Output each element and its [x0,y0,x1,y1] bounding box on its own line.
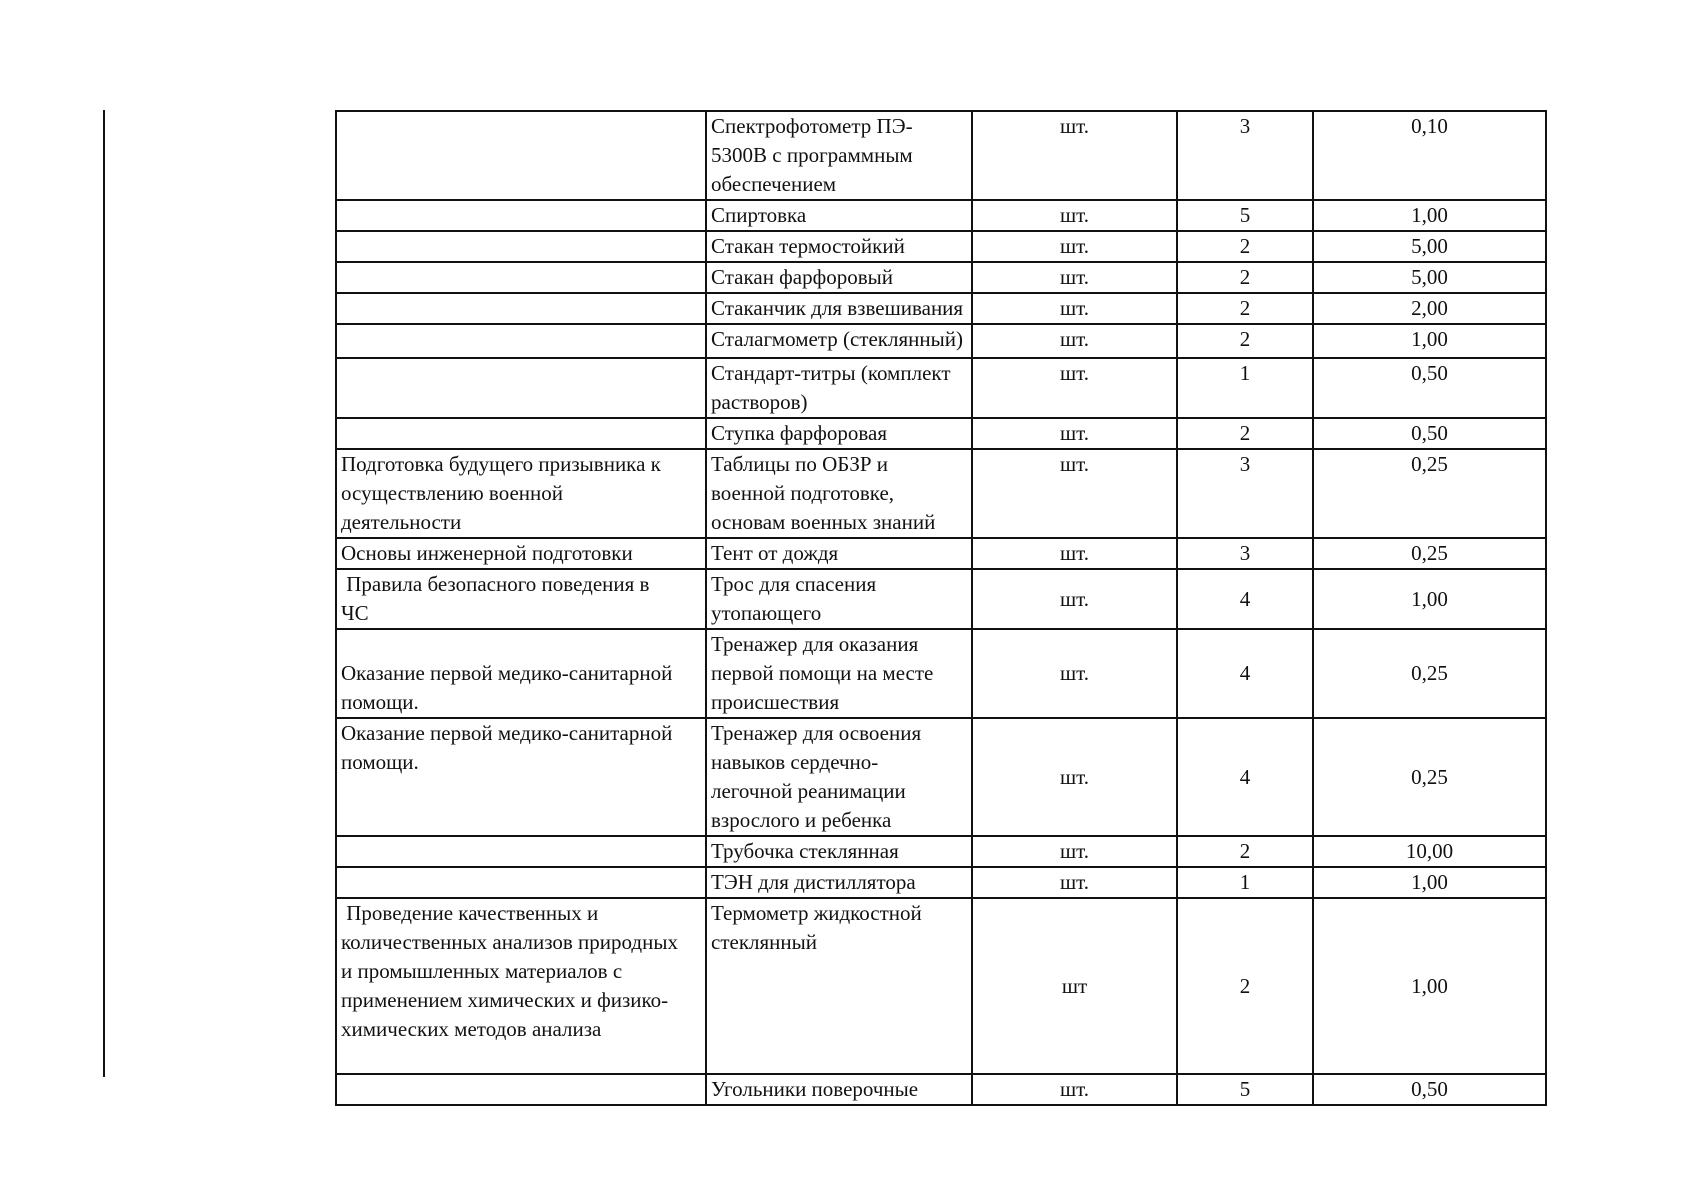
table-row [336,1074,1546,1105]
unit-cell: шт. [972,836,1177,867]
quantity-cell: 1 [1177,867,1313,898]
unit-cell: шт. [972,358,1177,418]
norm-cell: 5,00 [1313,262,1546,293]
quantity-cell: 2 [1177,262,1313,293]
item-name-cell: Тент от дождя [706,538,972,569]
quantity-cell: 2 [1177,231,1313,262]
item-name-cell: Спиртовка [706,200,972,231]
norm-cell: 1,00 [1313,569,1546,629]
unit-cell: шт. [972,569,1177,629]
norm-cell: 0,25 [1313,629,1546,718]
section-cell [336,324,706,358]
norm-cell: 0,25 [1313,449,1546,538]
item-name-cell: Стакан фарфоровый [706,262,972,293]
unit-cell: шт. [972,418,1177,449]
table-row [336,836,1546,867]
quantity-cell: 2 [1177,293,1313,324]
table-row [336,231,1546,262]
section-cell [336,867,706,898]
quantity-cell: 4 [1177,569,1313,629]
item-name-cell: Стакан термостойкий [706,231,972,262]
table-row [336,324,1546,358]
table-row [336,569,1546,629]
unit-cell: шт. [972,324,1177,358]
section-cell: Проведение качественных и количественных анализов природных и промышленных материалов с применением химических и физико- химических методов анализа [336,898,706,1074]
norm-cell: 2,00 [1313,293,1546,324]
quantity-cell: 4 [1177,629,1313,718]
norm-cell: 0,50 [1313,1074,1546,1105]
section-cell: Основы инженерной подготовки [336,538,706,569]
item-name-cell: Трос для спасения утопающего [706,569,972,629]
norm-cell: 5,00 [1313,231,1546,262]
section-cell: Подготовка будущего призывника к осуществлению военной деятельности [336,449,706,538]
table-row [336,718,1546,836]
section-cell [336,111,706,200]
unit-cell: шт. [972,629,1177,718]
unit-cell: шт. [972,449,1177,538]
table-row [336,358,1546,418]
quantity-cell: 4 [1177,718,1313,836]
section-cell: Правила безопасного поведения в ЧС [336,569,706,629]
section-cell [336,262,706,293]
item-name-cell: Термометр жидкостной стеклянный [706,898,972,1074]
norm-cell: 1,00 [1313,867,1546,898]
quantity-cell: 2 [1177,324,1313,358]
table-row [336,200,1546,231]
section-cell [336,358,706,418]
table-row [336,293,1546,324]
item-name-cell: Таблицы по ОБЗР и военной подготовке, основам военных знаний [706,449,972,538]
unit-cell: шт. [972,200,1177,231]
norm-cell: 10,00 [1313,836,1546,867]
unit-cell: шт. [972,538,1177,569]
table-row [336,629,1546,718]
section-cell [336,231,706,262]
table-row [336,449,1546,538]
norm-cell: 1,00 [1313,200,1546,231]
norm-cell: 1,00 [1313,898,1546,1074]
margin-line [103,110,105,1077]
section-cell [336,836,706,867]
item-name-cell: Стандарт-титры (комплект растворов) [706,358,972,418]
section-cell [336,1074,706,1105]
item-name-cell: Ступка фарфоровая [706,418,972,449]
quantity-cell: 5 [1177,200,1313,231]
section-cell [336,200,706,231]
norm-cell: 0,50 [1313,358,1546,418]
item-name-cell: Спектрофотометр ПЭ- 5300В с программным обеспечением [706,111,972,200]
quantity-cell: 5 [1177,1074,1313,1105]
quantity-cell: 2 [1177,836,1313,867]
quantity-cell: 1 [1177,358,1313,418]
quantity-cell: 3 [1177,538,1313,569]
quantity-cell: 2 [1177,898,1313,1074]
table-row [336,262,1546,293]
table-row [336,418,1546,449]
unit-cell: шт. [972,231,1177,262]
unit-cell: шт. [972,1074,1177,1105]
section-cell [336,293,706,324]
item-name-cell: Стаканчик для взвешивания [706,293,972,324]
unit-cell: шт. [972,262,1177,293]
table-row [336,538,1546,569]
norm-cell: 0,25 [1313,538,1546,569]
equipment-table [335,110,1547,1106]
item-name-cell: Трубочка стеклянная [706,836,972,867]
table-row [336,867,1546,898]
table-row [336,898,1546,1074]
norm-cell: 1,00 [1313,324,1546,358]
item-name-cell: Тренажер для оказания первой помощи на месте происшествия [706,629,972,718]
item-name-cell: Тренажер для освоения навыков сердечно- легочной реанимации взрослого и ребенка [706,718,972,836]
norm-cell: 0,10 [1313,111,1546,200]
section-cell [336,418,706,449]
table-row [336,111,1546,200]
section-cell: Оказание первой медико-санитарной помощи. [336,629,706,718]
unit-cell: шт. [972,111,1177,200]
item-name-cell: ТЭН для дистиллятора [706,867,972,898]
item-name-cell: Угольники поверочные [706,1074,972,1105]
section-cell: Оказание первой медико-санитарной помощи. [336,718,706,836]
norm-cell: 0,50 [1313,418,1546,449]
unit-cell: шт. [972,867,1177,898]
unit-cell: шт. [972,718,1177,836]
quantity-cell: 3 [1177,111,1313,200]
quantity-cell: 2 [1177,418,1313,449]
quantity-cell: 3 [1177,449,1313,538]
unit-cell: шт [972,898,1177,1074]
norm-cell: 0,25 [1313,718,1546,836]
item-name-cell: Сталагмометр (стеклянный) [706,324,972,358]
unit-cell: шт. [972,293,1177,324]
